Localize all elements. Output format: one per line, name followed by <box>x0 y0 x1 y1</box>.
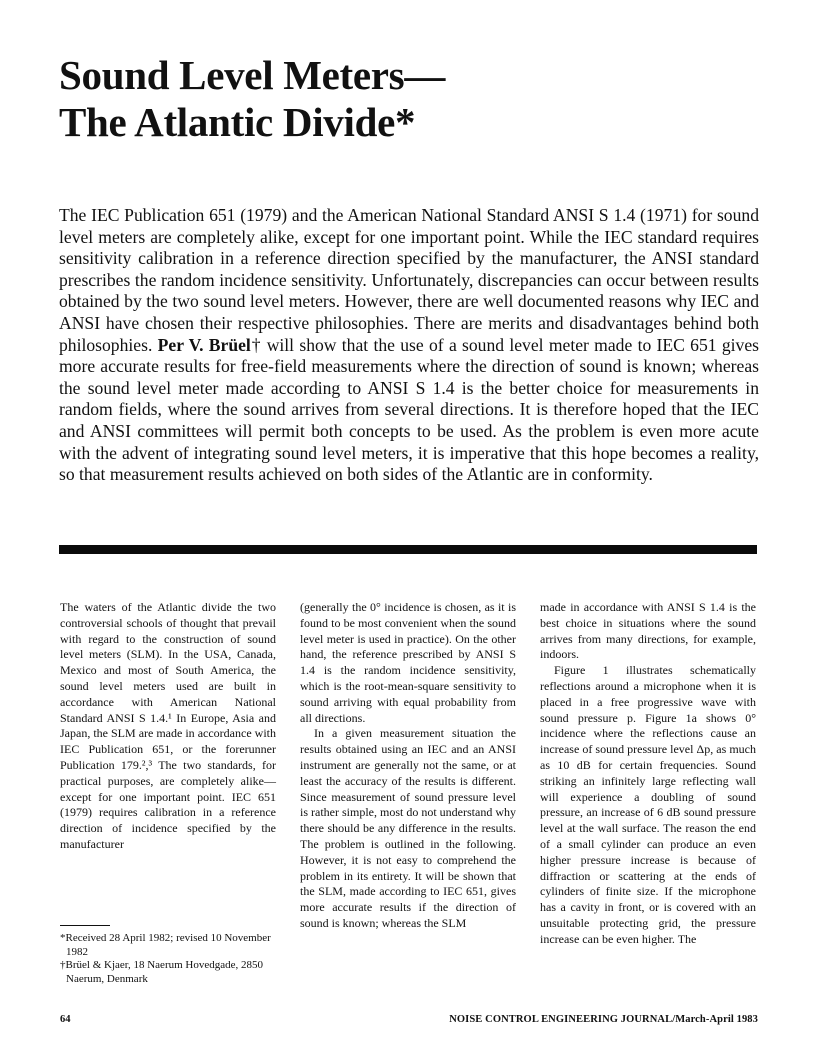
body-column-2 <box>300 600 516 932</box>
col3-paragraph-2: Figure 1 illustrates schematically reflections around a microphone when it is placed in a free progressive wave with sound pressure p. Figure 1a shows 0° incidence where the reflections cause an increase of sound pressure level Δp, as much as 10 dB for certain frequencies. Sound striking an infinitely large reflecting wall will experience a doubling of sound pressure, an increase of 6 dB sound pressure level at the wall surface. The reason the end of a small cylinder can produce an even higher pressure increase is because of diffraction or scattering at the ends of cylinders of finite size. If the microphone has a cavity in front, or is covered with an unsuitable protecting grid, the pressure increase can be even higher. The <box>540 663 756 946</box>
title-line-1: Sound Level Meters— <box>59 52 446 98</box>
abstract <box>59 205 759 486</box>
col3-paragraph-1: made in accordance with ANSI S 1.4 is the best choice in situations where the sound arrives from many directions, for example, indoors. <box>540 600 756 662</box>
title-line-2: The Atlantic Divide* <box>59 99 416 145</box>
section-divider <box>59 545 757 554</box>
author-name: Per V. Brüel <box>157 334 251 355</box>
body-column-3 <box>540 600 756 948</box>
abstract-text-1: The IEC Publication 651 (1979) and the American National Standard ANSI S 1.4 (1971) for sound level meters are completely alike, except for one important point. While the IEC standard requires sensitivity calibration in a reference direction specified by the manufacturer, the ANSI standard prescribes the random incidence sensitivity. Unfortunately, discrepancies can occur between results obtained by the two sound level meters. However, there are well documented reasons why IEC and ANSI have chosen their respective philosophies. There are merits and disadvantages behind both philosophies. <box>59 205 759 355</box>
footnote-rule <box>60 925 110 926</box>
page-footer <box>0 1014 816 1030</box>
body-column-1 <box>60 600 276 853</box>
journal-issue: March-April 1983 <box>675 1014 758 1025</box>
journal-title: NOISE CONTROL ENGINEERING JOURNAL/ <box>449 1014 676 1025</box>
col1-paragraph-1: The waters of the Atlantic divide the two controversial schools of thought that prevail with regard to the construction of sound level meters (SLM). In the USA, Canada, Mexico and most of South America, the sound level meters used are built in accordance with American National Standard ANSI S 1.4.¹ In Europe, Asia and Japan, the SLM are made in accordance with IEC Publication 651, or the forerunner Publication 179.²,³ The two standards, for practical purposes, are completely alike—except for one important point. IEC 651 (1979) requires calibration in a reference direction of incidence specified by the manufacturer <box>60 600 276 851</box>
author-footnote-mark: † <box>250 334 262 355</box>
footnote-affiliation: †Brüel & Kjaer, 18 Naerum Hovedgade, 2850 Naerum, Denmark <box>60 959 264 985</box>
footnote-received: *Received 28 April 1982; revised 10 November 1982 <box>60 932 271 958</box>
page-number: 64 <box>60 1014 71 1025</box>
footnotes <box>60 932 276 986</box>
journal-name <box>449 1014 758 1025</box>
abstract-text-2: will show that the use of a sound level meter made to IEC 651 gives more accurate results for free-field measurements where the direction of sound is known; whereas the sound level meter made according to ANSI S 1.4 is the better choice for measurements in random fields, where the sound arrives from several directions. It is therefore hoped that the IEC and ANSI committees will permit both concepts to be used. As the problem is even more acute with the advent of integrating sound level meters, it is imperative that this hope becomes a reality, so that measurement results achieved on both sides of the Atlantic are in conformity. <box>59 334 759 485</box>
article-title <box>59 52 759 146</box>
col2-paragraph-1: (generally the 0° incidence is chosen, as it is found to be most convenient when the sound level meter is used in practice). On the other hand, the reference prescribed by ANSI S 1.4 is the random incidence sensitivity, which is the root-mean-square sensitivity to sound arriving with equal probability from all directions. <box>300 600 516 725</box>
col2-paragraph-2: In a given measurement situation the results obtained using an IEC and an ANSI instrument are generally not the same, or at least the accuracy of the results is different. Since measurement of sound pressure level is rather simple, most do not understand why there should be any difference in the results. The problem is outlined in the following. However, it is not easy to comprehend the problem in its entirety. It will be shown that the SLM, made according to IEC 651, gives more accurate results if the direction of sound is known; whereas the SLM <box>300 726 516 930</box>
